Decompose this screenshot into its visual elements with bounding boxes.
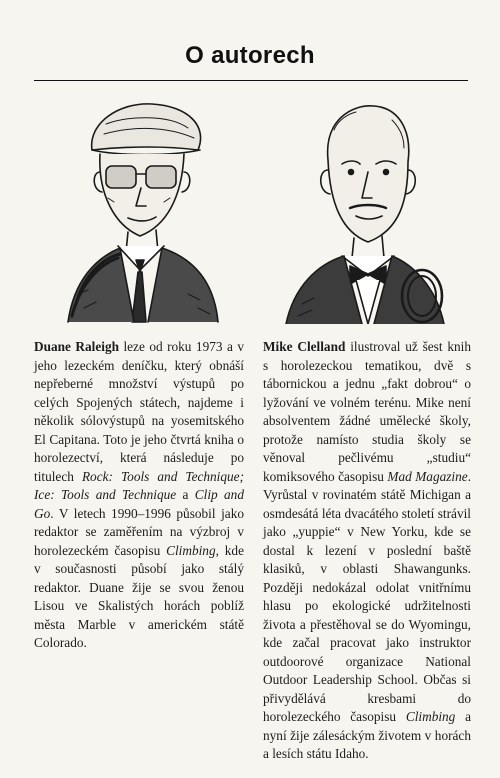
mike-clelland-portrait-illustration — [272, 100, 454, 324]
author-bio-mike-clelland — [263, 338, 471, 764]
page-title: O autorech — [185, 42, 315, 69]
duane-raleigh-portrait-illustration — [48, 94, 240, 324]
magazine-title: Climbing — [166, 542, 216, 558]
bio-text: , kde v současnosti působí jako stálý redaktor. Duane žije se svou ženou Lisou ve Skalistých horách poblíž města Marble v americkém státě Colorado. — [34, 542, 244, 650]
author-bio-duane-raleigh — [34, 338, 244, 653]
bio-text: ilustroval už šest knih s horolezeckou tematikou, dvě s tábornickou a jednu „fakt dobrou“ o lyžování ve volném terénu. Mike není absolventem žádné umělecké školy, protože namísto studia školy se věnoval pečlivému „studiu“ komiksového časopisu — [263, 339, 471, 484]
book-title: Rock: Tools and Technique; Ice: Tools and Technique — [34, 468, 244, 502]
bio-text: . Vyrůstal v rovinatém státě Michigan a osmdesátá léta dvacátého století strávil jako „yuppie“ v New Yorku, kde se dostal k lezení v poslední baště klasiků, v oblasti Shawangunks. Později nedokázal odolat vnitřnímu hlasu po ekologické udržitelnosti života a přestěhoval se do Wyomingu, kde začal pracovat jako instruktor outdoorové organizace National Outdoor Leadership School. Občas si přivydělává kresbami do horolezeckého časopisu — [263, 468, 472, 724]
magazine-title: Climbing — [405, 709, 456, 724]
bio-text: leze od roku 1973 a v jeho lezeckém deníčku, který obnáší nepřeberné množství výstupů po celých Spojených státech, najdeme i několik sólovýstupů na yosemitského El Capitana. Toto je jeho čtvrtá kniha o horolezectví, která následuje po titulech — [34, 339, 244, 484]
author-name: Duane Raleigh — [34, 339, 119, 354]
title-divider — [34, 80, 468, 81]
bio-text: . V letech 1990–1996 působil jako redaktor se zaměřením na výzbroj v horolezeckém časopisu — [34, 505, 244, 558]
bio-text: a nyní žije zálesáckým životem v horách a lesích státu Idaho. — [263, 709, 471, 761]
book-title: Clip and Go — [34, 487, 244, 521]
bio-text: a — [176, 487, 195, 502]
author-name: Mike Clelland — [263, 339, 346, 354]
magazine-title: Mad Magazine — [387, 468, 468, 484]
